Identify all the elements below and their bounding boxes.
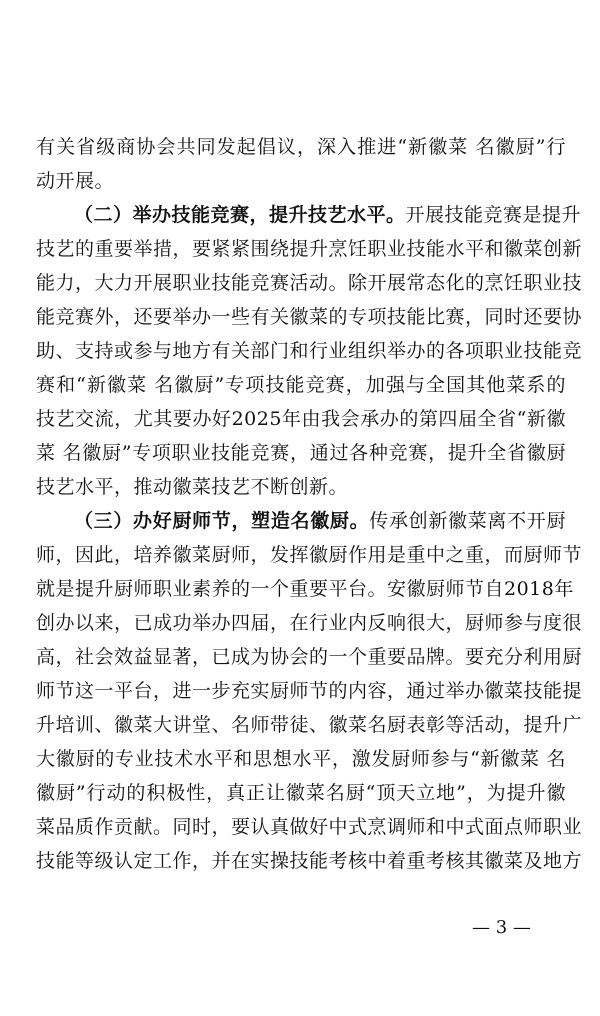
body-text bbox=[36, 130, 583, 878]
text-line: 师，因此，培养徽菜厨师，发挥徽厨作用是重中之重，而厨师节 bbox=[36, 544, 583, 566]
text-line: 助、支持或参与地方有关部门和行业组织举办的各项职业技能竞 bbox=[36, 340, 583, 362]
text-line bbox=[36, 198, 582, 232]
text-line: 技能等级认定工作，并在实操技能考核中着重考核其徽菜及地方 bbox=[36, 850, 583, 872]
text-line: 技艺交流，尤其要办好2025年由我会承办的第四届全省“新徽 bbox=[36, 408, 566, 430]
text-line: 菜品质作贡献。同时，要认真做好中式烹调师和中式面点师职业 bbox=[36, 816, 583, 838]
text-line: 大徽厨的专业技术水平和思想水平，激发厨师参与“新徽菜 名 bbox=[36, 748, 566, 770]
text-line bbox=[36, 504, 566, 538]
section-heading-3: （三）办好厨师节，塑造名徽厨。 bbox=[74, 510, 370, 532]
section-heading-2: （二）举办技能竞赛，提升技艺水平。 bbox=[74, 204, 406, 226]
text-line: 升培训、徽菜大讲堂、名师带徒、徽菜名厨表彰等活动，提升广 bbox=[36, 714, 583, 736]
text-line: 创办以来，已成功举办四届，在行业内反响很大，厨师参与度很 bbox=[36, 612, 583, 634]
text-line: 能竞赛外，还要举办一些有关徽菜的专项技能比赛，同时还要协 bbox=[36, 306, 583, 328]
text-line: 师节这一平台，进一步充实厨师节的内容，通过举办徽菜技能提 bbox=[36, 680, 583, 702]
text-line: 动开展。 bbox=[36, 170, 115, 192]
text-span: 开展技能竞赛是提升 bbox=[405, 204, 582, 226]
text-line: 有关省级商协会共同发起倡议，深入推进“新徽菜 名徽厨”行 bbox=[36, 136, 566, 158]
text-line: 技艺的重要举措，要紧紧围绕提升烹饪职业技能水平和徽菜创新 bbox=[36, 238, 583, 260]
text-span: 传承创新徽菜离不开厨 bbox=[369, 510, 566, 532]
text-line: 赛和“新徽菜 名徽厨”专项技能竞赛，加强与全国其他菜系的 bbox=[36, 374, 566, 396]
text-line: 徽厨”行动的积极性，真正让徽菜名厨“顶天立地”，为提升徽 bbox=[36, 782, 566, 804]
text-line: 高，社会效益显著，已成为协会的一个重要品牌。要充分利用厨 bbox=[36, 646, 583, 668]
text-line: 能力，大力开展职业技能竞赛活动。除开展常态化的烹饪职业技 bbox=[36, 272, 583, 294]
page-number: — 3 — bbox=[472, 917, 531, 938]
text-line: 菜 名徽厨”专项职业技能竞赛，通过各种竞赛，提升全省徽厨 bbox=[36, 442, 566, 464]
text-line: 就是提升厨师职业素养的一个重要平台。安徽厨师节自2018年 bbox=[36, 578, 574, 600]
text-line: 技艺水平，推动徽菜技艺不断创新。 bbox=[36, 476, 349, 498]
